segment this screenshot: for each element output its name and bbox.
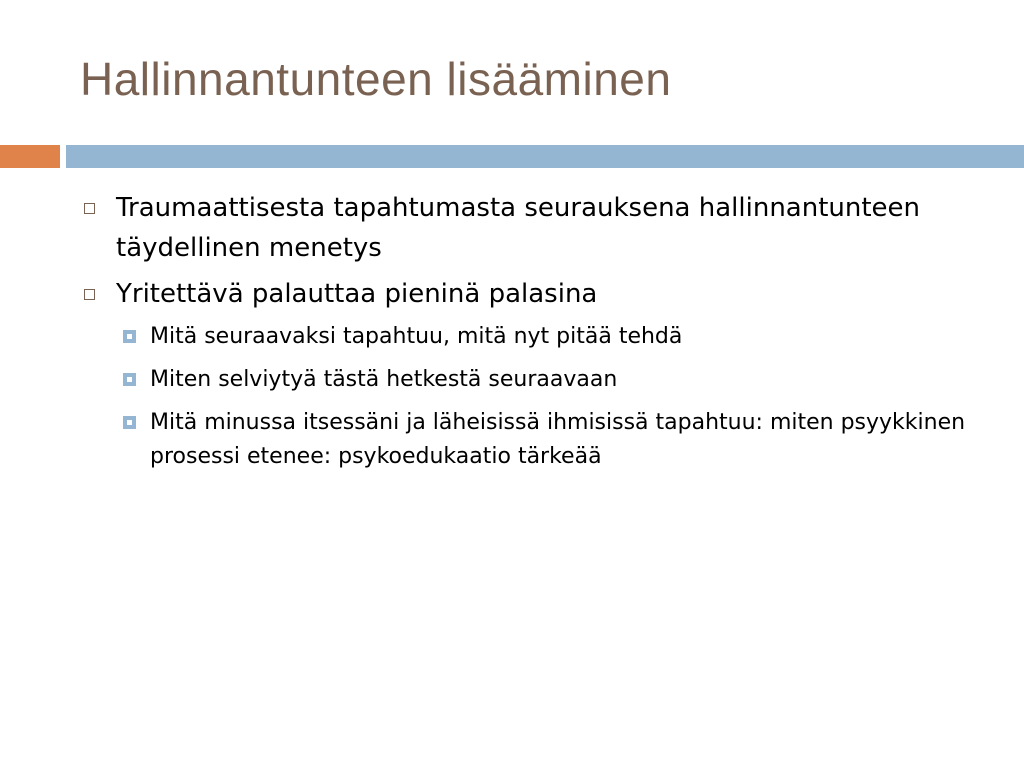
sub-bullet-item bbox=[116, 320, 982, 354]
sub-bullet-text: Miten selviytyä tästä hetkestä seuraavaan bbox=[150, 367, 618, 392]
hollow-square-bullet-icon bbox=[84, 289, 95, 300]
accent-bar bbox=[0, 145, 60, 168]
header-bar bbox=[66, 145, 1024, 168]
sub-bullet-text: Mitä minussa itsessäni ja läheisissä ihmisissä tapahtuu: miten psyykkinen prosessi etenee: psykoedukaatio tärkeää bbox=[150, 410, 966, 469]
filled-square-bullet-icon bbox=[123, 373, 136, 386]
hollow-square-bullet-icon bbox=[84, 203, 95, 214]
bullet-list bbox=[82, 188, 982, 483]
slide-title: Hallinnantunteen lisääminen bbox=[80, 53, 672, 105]
bullet-text: Traumaattisesta tapahtumasta seurauksena hallinnantunteen täydellinen menetys bbox=[116, 193, 921, 263]
filled-square-bullet-icon bbox=[123, 330, 136, 343]
sub-bullet-item bbox=[116, 363, 982, 397]
sub-bullet-item bbox=[116, 406, 982, 474]
bullet-item bbox=[82, 274, 982, 314]
sub-bullet-text: Mitä seuraavaksi tapahtuu, mitä nyt pitää tehdä bbox=[150, 324, 683, 349]
bullet-item bbox=[82, 188, 982, 268]
filled-square-bullet-icon bbox=[123, 416, 136, 429]
bullet-text: Yritettävä palauttaa pieninä palasina bbox=[116, 279, 598, 309]
